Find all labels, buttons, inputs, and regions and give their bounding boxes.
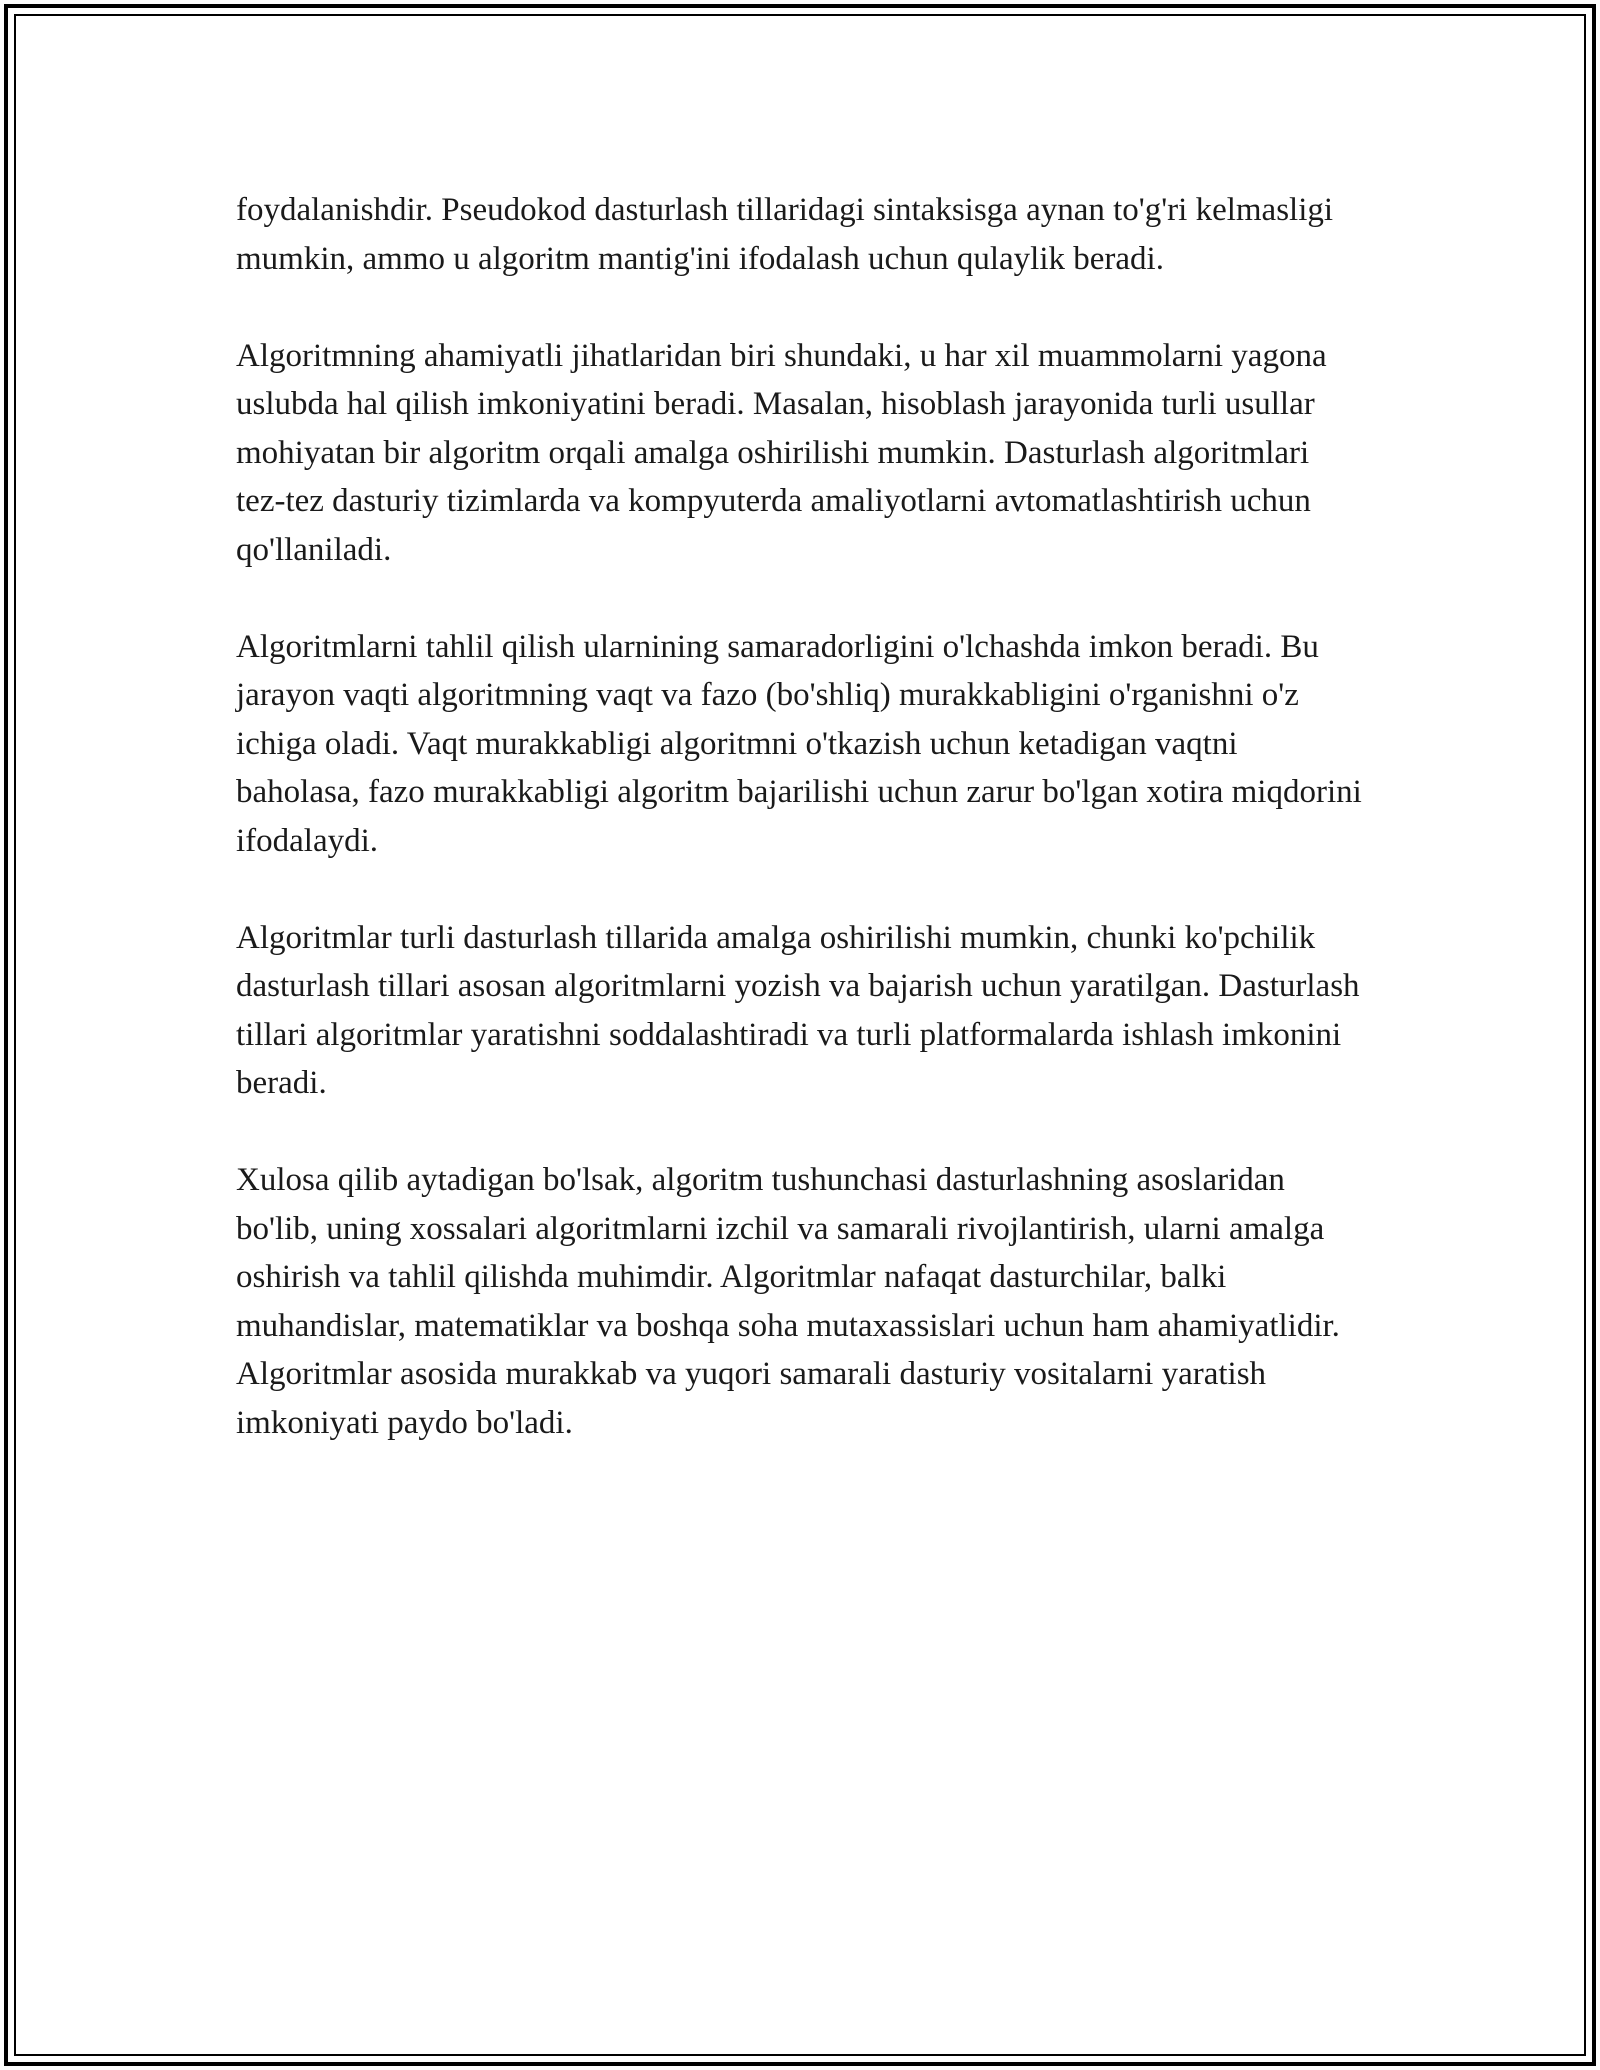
paragraph-algorithm-importance: Algoritmning ahamiyatli jihatlaridan biri shundaki, u har xil muammolarni yagona uslubda hal qilish imkoniyatini beradi. Masalan, hisoblash jarayonida turli usullar mohiyatan bir algoritm orqali amalga oshirilishi mumkin. Dasturlash algoritmlari tez-tez dasturiy tizimlarda va kompyuterda amaliyotlarni avtomatlashtirish uchun qo'llaniladi. [236,337,1327,568]
document-body [236,186,1366,1496]
paragraph-conclusion: Xulosa qilib aytadigan bo'lsak, algoritm tushunchasi dasturlashning asoslaridan bo'lib, uning xossalari algoritmlarni izchil va samarali rivojlantirish, ularni amalga oshirish va tahlil qilishda muhimdir. Algoritmlar nafaqat dasturchilar, balki muhandislar, matematiklar va boshqa soha mutaxassislari uchun ham ahamiyatlidir. Algoritmlar asosida murakkab va yuqori samarali dasturiy vositalarni yaratish imkoniyati paydo bo'ladi. [236,1162,1340,1441]
paragraph-algorithm-analysis: Algoritmlarni tahlil qilish ularnining samaradorligini o'lchashda imkon beradi. Bu jarayon vaqti algoritmning vaqt va fazo (bo'shliq) murakkabligini o'rganishni o'z ichiga oladi. Vaqt murakkabligi algoritmni o'tkazish uchun ketadigan vaqtni baholasa, fazo murakkabligi algoritm bajarilishi uchun zarur bo'lgan xotira miqdorini ifodalaydi. [236,628,1362,859]
paragraph-programming-languages: Algoritmlar turli dasturlash tillarida amalga oshirilishi mumkin, chunki ko'pchilik dasturlash tillari asosan algoritmlarni yozish va bajarish uchun yaratilgan. Dasturlash tillari algoritmlar yaratishni soddalashtiradi va turli platformalarda ishlash imkonini beradi. [236,919,1360,1101]
paragraph-pseudocode: foydalanishdir. Pseudokod dasturlash tillaridagi sintaksisga aynan to'g'ri kelmasligi mumkin, ammo u algoritm mantig'ini ifodalash uchun qulaylik beradi. [236,192,1334,277]
